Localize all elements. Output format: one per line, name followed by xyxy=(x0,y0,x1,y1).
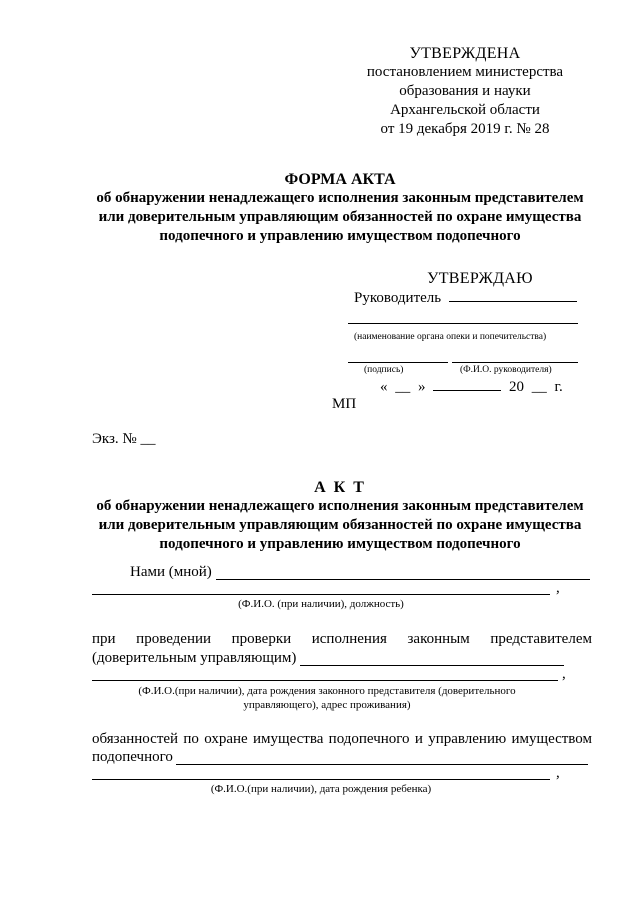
head-name-blank[interactable] xyxy=(449,301,577,302)
signature-caption: (подпись) xyxy=(364,365,404,375)
caption-child: (Ф.И.О.(при наличии), дата рождения ребенка) xyxy=(210,783,432,795)
approved-label: УТВЕРЖДЕНА xyxy=(409,45,521,62)
form-title-line3: или доверительным управляющим обязанностей по охране имущества xyxy=(98,209,582,225)
representative-blank[interactable] xyxy=(300,650,564,666)
comma-1: , xyxy=(556,580,560,596)
caption-fio-position: (Ф.И.О. (при наличии), должность) xyxy=(238,598,404,610)
form-title-line2: об обнаружении ненадлежащего исполнения законным представителем xyxy=(96,190,584,206)
fio-blank[interactable] xyxy=(452,348,578,363)
date-open-quote: « xyxy=(380,379,388,395)
caption-representative-line2: управляющего), адрес проживания) xyxy=(243,699,411,711)
form-title-main: ФОРМА АКТА xyxy=(284,171,396,188)
p2-line2: (доверительным управляющим) xyxy=(92,650,297,666)
approved-by-decree: постановлением министерства xyxy=(366,64,564,80)
date-year-prefix: 20 xyxy=(509,379,524,395)
date-month-blank[interactable] xyxy=(433,390,501,391)
p2-word-2: проведении xyxy=(136,631,212,647)
head-label: Руководитель xyxy=(354,290,442,306)
by-us-label: Нами (мной) xyxy=(130,564,212,580)
approval-header xyxy=(360,44,570,139)
approve-title: УТВЕРЖДАЮ xyxy=(427,270,533,287)
p2-word-3: проверки xyxy=(231,631,292,647)
sign-captions xyxy=(348,365,590,378)
date-year-blank[interactable]: __ xyxy=(531,379,547,395)
form-title-line4: подопечного и управлению имуществом подопечного xyxy=(159,228,521,244)
act-title-line3: или доверительным управляющим обязанностей по охране имущества xyxy=(98,517,582,533)
representative-blank-2[interactable] xyxy=(92,666,558,681)
by-us-blank[interactable] xyxy=(216,564,590,580)
stamp-placeholder: МП xyxy=(332,396,357,412)
approved-ministry: образования и науки xyxy=(399,83,531,99)
p2-word-4: исполнения xyxy=(311,631,387,647)
paragraph-2-line1 xyxy=(92,631,592,648)
by-us-blank-2[interactable] xyxy=(92,580,550,595)
comma-3: , xyxy=(556,765,560,781)
child-blank-2[interactable] xyxy=(92,765,550,780)
fio-caption: (Ф.И.О. руководителя) xyxy=(460,365,552,375)
org-name-blank[interactable] xyxy=(348,309,578,324)
form-title xyxy=(70,170,610,246)
act-title-line4: подопечного и управлению имуществом подопечного xyxy=(159,536,521,552)
approve-block xyxy=(340,270,590,396)
child-blank[interactable] xyxy=(176,749,588,765)
date-suffix: г. xyxy=(554,379,563,395)
date-close-quote: » xyxy=(418,379,426,395)
date-row xyxy=(380,379,590,396)
org-caption: (наименование органа опеки и попечительства) xyxy=(354,332,547,342)
copy-number: Экз. № __ xyxy=(92,431,156,447)
caption-representative-line1: (Ф.И.О.(при наличии), дата рождения законного представителя (доверительного xyxy=(138,685,516,697)
comma-2: , xyxy=(562,666,566,682)
act-title-main: А К Т xyxy=(314,479,366,496)
p2-word-5: законным xyxy=(407,631,470,647)
act-title xyxy=(70,478,610,554)
caption-representative xyxy=(92,684,562,712)
signature-blank[interactable] xyxy=(348,348,448,363)
p2-word-1: при xyxy=(92,631,116,647)
approved-region: Архангельской области xyxy=(390,102,540,118)
approved-date: от 19 декабря 2019 г. № 28 xyxy=(380,121,550,137)
p2-word-6: представителем xyxy=(490,631,592,647)
p3-line1: обязанностей по охране имущества подопечного и управлению имуществом xyxy=(92,731,592,747)
org-row xyxy=(348,309,590,329)
act-title-line2: об обнаружении ненадлежащего исполнения законным представителем xyxy=(96,498,584,514)
date-day-blank[interactable]: __ xyxy=(395,379,411,395)
head-row xyxy=(354,290,590,307)
p3-line2: подопечного xyxy=(92,749,173,765)
sign-row xyxy=(348,348,590,364)
